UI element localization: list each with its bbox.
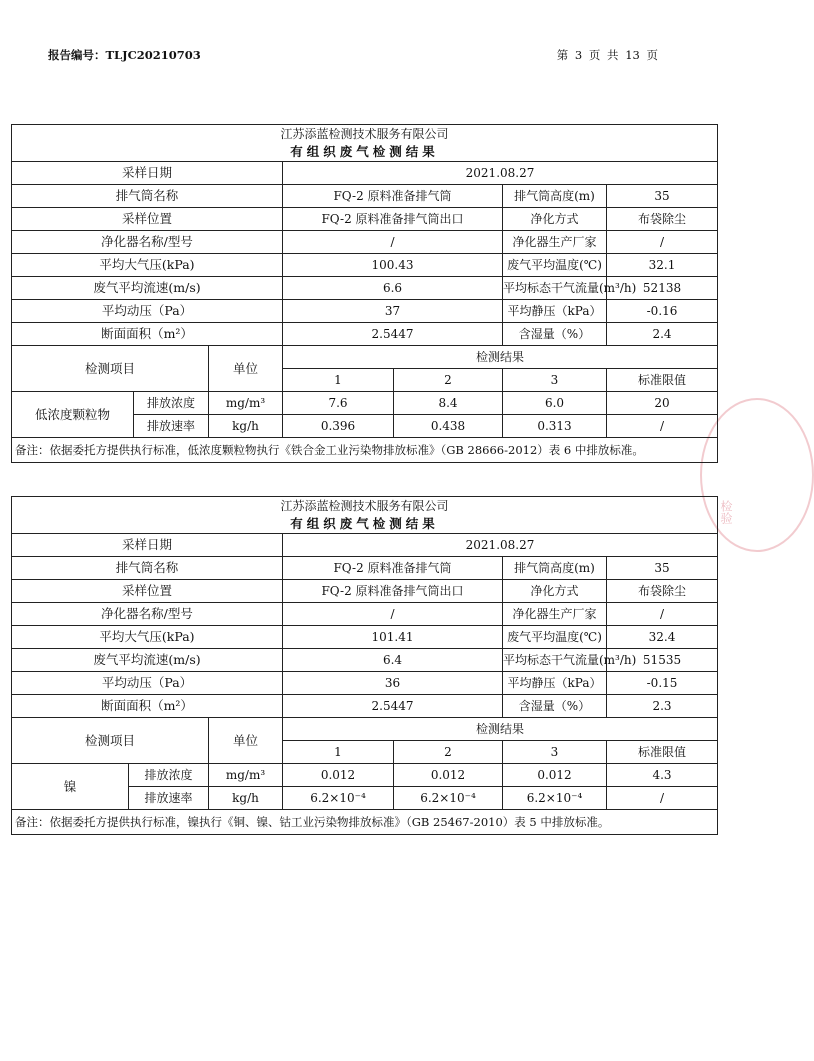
param-unit: mg/m³ bbox=[209, 764, 283, 787]
pollutant-name: 镍 bbox=[12, 764, 129, 810]
purify-method-value: 布袋除尘 bbox=[607, 208, 718, 231]
stack-name-value: FQ-2 原料准备排气筒 bbox=[283, 557, 503, 580]
sample-date-label: 采样日期 bbox=[12, 162, 283, 185]
table-row bbox=[12, 392, 718, 415]
result-col-3: 3 bbox=[503, 741, 607, 764]
gas-velocity-label: 废气平均流速(m/s) bbox=[12, 277, 283, 300]
result-value-1: 6.2×10⁻⁴ bbox=[283, 787, 394, 810]
dynamic-pressure-value: 36 bbox=[283, 672, 503, 695]
dynamic-pressure-label: 平均动压（Pa） bbox=[12, 672, 283, 695]
gas-velocity-value: 6.6 bbox=[283, 277, 503, 300]
purifier-model-label: 净化器名称/型号 bbox=[12, 231, 283, 254]
dry-flow-label: 平均标态干气流量(m³/h) bbox=[503, 277, 607, 300]
stack-name-label: 排气筒名称 bbox=[12, 185, 283, 208]
table-row bbox=[12, 764, 718, 787]
param-name: 排放浓度 bbox=[134, 392, 209, 415]
sample-location-value: FQ-2 原料准备排气筒出口 bbox=[283, 580, 503, 603]
gas-temp-label: 废气平均温度(℃) bbox=[503, 254, 607, 277]
result-col-limit: 标准限值 bbox=[607, 369, 718, 392]
static-pressure-label: 平均静压（kPa） bbox=[503, 300, 607, 323]
static-pressure-label: 平均静压（kPa） bbox=[503, 672, 607, 695]
company-name: 江苏添蓝检测技术服务有限公司 bbox=[12, 125, 718, 144]
result-col-2: 2 bbox=[394, 369, 503, 392]
result-value-1: 0.396 bbox=[283, 415, 394, 438]
stack-height-value: 35 bbox=[607, 557, 718, 580]
report-number-label: 报告编号： bbox=[48, 48, 106, 62]
result-header: 检测结果 bbox=[283, 718, 718, 741]
exhaust-result-table-2 bbox=[11, 496, 718, 835]
sample-date-value: 2021.08.27 bbox=[283, 162, 718, 185]
table-title: 有组织废气检测结果 bbox=[12, 515, 718, 534]
static-pressure-value: -0.15 bbox=[607, 672, 718, 695]
atm-pressure-value: 101.41 bbox=[283, 626, 503, 649]
sample-location-label: 采样位置 bbox=[12, 208, 283, 231]
dynamic-pressure-label: 平均动压（Pa） bbox=[12, 300, 283, 323]
limit-value: / bbox=[607, 415, 718, 438]
section-area-label: 断面面积（m²） bbox=[12, 323, 283, 346]
purify-method-label: 净化方式 bbox=[503, 208, 607, 231]
moisture-value: 2.4 bbox=[607, 323, 718, 346]
purifier-maker-value: / bbox=[607, 603, 718, 626]
result-value-3: 0.012 bbox=[503, 764, 607, 787]
stack-height-value: 35 bbox=[607, 185, 718, 208]
result-value-3: 0.313 bbox=[503, 415, 607, 438]
atm-pressure-label: 平均大气压(kPa) bbox=[12, 626, 283, 649]
result-value-1: 7.6 bbox=[283, 392, 394, 415]
atm-pressure-label: 平均大气压(kPa) bbox=[12, 254, 283, 277]
sample-location-value: FQ-2 原料准备排气筒出口 bbox=[283, 208, 503, 231]
param-name: 排放浓度 bbox=[129, 764, 209, 787]
dry-flow-value: 52138 bbox=[607, 277, 718, 300]
result-value-3: 6.2×10⁻⁴ bbox=[503, 787, 607, 810]
param-unit: mg/m³ bbox=[209, 392, 283, 415]
purifier-model-value: / bbox=[283, 603, 503, 626]
result-col-1: 1 bbox=[283, 369, 394, 392]
dry-flow-value: 51535 bbox=[607, 649, 718, 672]
remark-note: 备注：依据委托方提供执行标准，镍执行《铜、镍、钴工业污染物排放标准》（GB 25467-2010）表 5 中排放标准。 bbox=[12, 810, 718, 835]
dry-flow-label: 平均标态干气流量(m³/h) bbox=[503, 649, 607, 672]
result-col-2: 2 bbox=[394, 741, 503, 764]
result-value-3: 6.0 bbox=[503, 392, 607, 415]
gas-velocity-label: 废气平均流速(m/s) bbox=[12, 649, 283, 672]
moisture-label: 含湿量（%） bbox=[503, 323, 607, 346]
result-col-limit: 标准限值 bbox=[607, 741, 718, 764]
atm-pressure-value: 100.43 bbox=[283, 254, 503, 277]
remark-note: 备注：依据委托方提供执行标准，低浓度颗粒物执行《铁合金工业污染物排放标准》（GB 28666-2012）表 6 中排放标准。 bbox=[12, 438, 718, 463]
param-name: 排放速率 bbox=[134, 415, 209, 438]
unit-header: 单位 bbox=[209, 346, 283, 392]
gas-temp-value: 32.4 bbox=[607, 626, 718, 649]
result-col-3: 3 bbox=[503, 369, 607, 392]
purifier-model-label: 净化器名称/型号 bbox=[12, 603, 283, 626]
section-area-label: 断面面积（m²） bbox=[12, 695, 283, 718]
report-number-value: TLJC20210703 bbox=[105, 48, 201, 62]
purify-method-label: 净化方式 bbox=[503, 580, 607, 603]
unit-header: 单位 bbox=[209, 718, 283, 764]
company-name: 江苏添蓝检测技术服务有限公司 bbox=[12, 497, 718, 516]
purifier-maker-value: / bbox=[607, 231, 718, 254]
limit-value: 20 bbox=[607, 392, 718, 415]
page-info: 第 3 页 共 13 页 bbox=[556, 48, 658, 62]
pollutant-name: 低浓度颗粒物 bbox=[12, 392, 134, 438]
result-value-2: 6.2×10⁻⁴ bbox=[394, 787, 503, 810]
gas-temp-value: 32.1 bbox=[607, 254, 718, 277]
gas-temp-label: 废气平均温度(℃) bbox=[503, 626, 607, 649]
test-item-header: 检测项目 bbox=[12, 718, 209, 764]
sample-location-label: 采样位置 bbox=[12, 580, 283, 603]
result-value-2: 8.4 bbox=[394, 392, 503, 415]
purifier-model-value: / bbox=[283, 231, 503, 254]
result-value-2: 0.438 bbox=[394, 415, 503, 438]
stack-name-value: FQ-2 原料准备排气筒 bbox=[283, 185, 503, 208]
dynamic-pressure-value: 37 bbox=[283, 300, 503, 323]
report-number bbox=[48, 47, 201, 63]
seal-stamp-text: 检验 bbox=[719, 500, 733, 524]
result-header: 检测结果 bbox=[283, 346, 718, 369]
moisture-value: 2.3 bbox=[607, 695, 718, 718]
table-title: 有组织废气检测结果 bbox=[12, 143, 718, 162]
sample-date-label: 采样日期 bbox=[12, 534, 283, 557]
limit-value: / bbox=[607, 787, 718, 810]
moisture-label: 含湿量（%） bbox=[503, 695, 607, 718]
stack-height-label: 排气筒高度(m) bbox=[503, 185, 607, 208]
test-item-header: 检测项目 bbox=[12, 346, 209, 392]
section-area-value: 2.5447 bbox=[283, 323, 503, 346]
stack-name-label: 排气筒名称 bbox=[12, 557, 283, 580]
stack-height-label: 排气筒高度(m) bbox=[503, 557, 607, 580]
param-unit: kg/h bbox=[209, 787, 283, 810]
result-value-1: 0.012 bbox=[283, 764, 394, 787]
param-unit: kg/h bbox=[209, 415, 283, 438]
purify-method-value: 布袋除尘 bbox=[607, 580, 718, 603]
gas-velocity-value: 6.4 bbox=[283, 649, 503, 672]
exhaust-result-table-1 bbox=[11, 124, 718, 463]
section-area-value: 2.5447 bbox=[283, 695, 503, 718]
purifier-maker-label: 净化器生产厂家 bbox=[503, 603, 607, 626]
static-pressure-value: -0.16 bbox=[607, 300, 718, 323]
result-col-1: 1 bbox=[283, 741, 394, 764]
purifier-maker-label: 净化器生产厂家 bbox=[503, 231, 607, 254]
param-name: 排放速率 bbox=[129, 787, 209, 810]
result-value-2: 0.012 bbox=[394, 764, 503, 787]
limit-value: 4.3 bbox=[607, 764, 718, 787]
sample-date-value: 2021.08.27 bbox=[283, 534, 718, 557]
